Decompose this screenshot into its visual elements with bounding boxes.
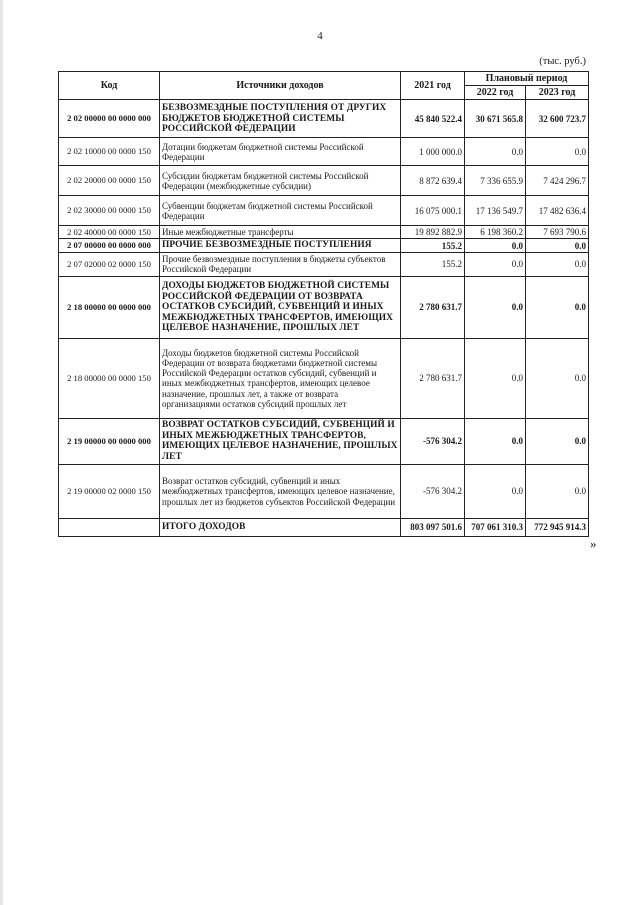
source-name-cell: Субсидии бюджетам бюджетной системы Российской Федерации (межбюджетные субсидии) bbox=[160, 166, 401, 196]
code-cell: 2 18 00000 00 0000 150 bbox=[59, 338, 160, 418]
value-2021-cell: 803 097 501.6 bbox=[401, 518, 465, 536]
value-2022-cell: 707 061 310.3 bbox=[465, 518, 526, 536]
value-2021-cell: 155.2 bbox=[401, 252, 465, 276]
value-2023-cell: 772 945 914.3 bbox=[526, 518, 589, 536]
value-2022-cell: 0.0 bbox=[465, 138, 526, 166]
value-2022-cell: 0.0 bbox=[465, 418, 526, 464]
table-row bbox=[59, 252, 589, 276]
value-2023-cell: 7 424 296.7 bbox=[526, 166, 589, 196]
value-2021-cell: 1 000 000.0 bbox=[401, 138, 465, 166]
value-2021-cell: 16 075 000.1 bbox=[401, 196, 465, 226]
code-cell: 2 02 40000 00 0000 150 bbox=[59, 226, 160, 239]
value-2022-cell: 7 336 655.9 bbox=[465, 166, 526, 196]
value-2023-cell: 0.0 bbox=[526, 464, 589, 518]
code-cell: 2 02 10000 00 0000 150 bbox=[59, 138, 160, 166]
code-cell: 2 02 00000 00 0000 000 bbox=[59, 100, 160, 138]
source-name-cell: Возврат остатков субсидий, субвенций и иных межбюджетных трансфертов, имеющих целевое назначение, прошлых лет из бюджетов субъектов Российской Федерации bbox=[160, 464, 401, 518]
header-year-2023: 2023 год bbox=[526, 86, 589, 100]
value-2023-cell: 0.0 bbox=[526, 418, 589, 464]
value-2022-cell: 0.0 bbox=[465, 276, 526, 338]
code-cell bbox=[59, 518, 160, 536]
value-2021-cell: 155.2 bbox=[401, 239, 465, 253]
table-row bbox=[59, 418, 589, 464]
value-2021-cell: 2 780 631.7 bbox=[401, 276, 465, 338]
value-2022-cell: 0.0 bbox=[465, 338, 526, 418]
revenue-table bbox=[58, 71, 589, 537]
value-2021-cell: -576 304.2 bbox=[401, 464, 465, 518]
header-year-2022: 2022 год bbox=[465, 86, 526, 100]
value-2023-cell: 0.0 bbox=[526, 252, 589, 276]
source-name-cell: Субвенции бюджетам бюджетной системы Российской Федерации bbox=[160, 196, 401, 226]
source-name-cell: ИТОГО ДОХОДОВ bbox=[160, 518, 401, 536]
header-planned-period: Плановый период bbox=[465, 72, 589, 86]
units-label: (тыс. руб.) bbox=[539, 56, 586, 67]
value-2022-cell: 30 671 565.8 bbox=[465, 100, 526, 138]
page-number: 4 bbox=[317, 30, 323, 42]
value-2022-cell: 6 198 360.2 bbox=[465, 226, 526, 239]
table-row bbox=[59, 138, 589, 166]
header-source: Источники доходов bbox=[160, 72, 401, 100]
code-cell: 2 02 20000 00 0000 150 bbox=[59, 166, 160, 196]
source-name-cell: БЕЗВОЗМЕЗДНЫЕ ПОСТУПЛЕНИЯ ОТ ДРУГИХ БЮДЖЕТОВ БЮДЖЕТНОЙ СИСТЕМЫ РОССИЙСКОЙ ФЕДЕРАЦИИ bbox=[160, 100, 401, 138]
value-2023-cell: 7 693 790.6 bbox=[526, 226, 589, 239]
code-cell: 2 02 30000 00 0000 150 bbox=[59, 196, 160, 226]
table-row bbox=[59, 100, 589, 138]
value-2023-cell: 0.0 bbox=[526, 338, 589, 418]
value-2021-cell: 2 780 631.7 bbox=[401, 338, 465, 418]
source-name-cell: ДОХОДЫ БЮДЖЕТОВ БЮДЖЕТНОЙ СИСТЕМЫ РОССИЙСКОЙ ФЕДЕРАЦИИ ОТ ВОЗВРАТА ОСТАТКОВ СУБСИДИЙ, СУБВЕНЦИЙ И ИНЫХ МЕЖБЮДЖЕТНЫХ ТРАНСФЕРТОВ, ИМЕЮЩИХ ЦЕЛЕВОЕ НАЗНАЧЕНИЕ, ПРОШЛЫХ ЛЕТ bbox=[160, 276, 401, 338]
value-2022-cell: 0.0 bbox=[465, 239, 526, 253]
value-2021-cell: -576 304.2 bbox=[401, 418, 465, 464]
value-2021-cell: 19 892 882.9 bbox=[401, 226, 465, 239]
code-cell: 2 07 00000 00 0000 000 bbox=[59, 239, 160, 253]
value-2023-cell: 0.0 bbox=[526, 239, 589, 253]
source-name-cell: ВОЗВРАТ ОСТАТКОВ СУБСИДИЙ, СУБВЕНЦИЙ И ИНЫХ МЕЖБЮДЖЕТНЫХ ТРАНСФЕРТОВ, ИМЕЮЩИХ ЦЕЛЕВОЕ НАЗНАЧЕНИЕ, ПРОШЛЫХ ЛЕТ bbox=[160, 418, 401, 464]
source-name-cell: Прочие безвозмездные поступления в бюджеты субъектов Российской Федерации bbox=[160, 252, 401, 276]
scan-edge bbox=[0, 0, 3, 905]
table-row bbox=[59, 226, 589, 239]
table-row bbox=[59, 464, 589, 518]
code-cell: 2 19 00000 02 0000 150 bbox=[59, 464, 160, 518]
header-code: Код bbox=[59, 72, 160, 100]
value-2022-cell: 17 136 549.7 bbox=[465, 196, 526, 226]
table-row bbox=[59, 166, 589, 196]
value-2021-cell: 8 872 639.4 bbox=[401, 166, 465, 196]
table-row bbox=[59, 196, 589, 226]
header-year-2021: 2021 год bbox=[401, 72, 465, 100]
value-2022-cell: 0.0 bbox=[465, 464, 526, 518]
source-name-cell: ПРОЧИЕ БЕЗВОЗМЕЗДНЫЕ ПОСТУПЛЕНИЯ bbox=[160, 239, 401, 253]
table-row bbox=[59, 338, 589, 418]
table-row bbox=[59, 518, 589, 536]
source-name-cell: Дотации бюджетам бюджетной системы Российской Федерации bbox=[160, 138, 401, 166]
code-cell: 2 18 00000 00 0000 000 bbox=[59, 276, 160, 338]
value-2023-cell: 0.0 bbox=[526, 138, 589, 166]
source-name-cell: Доходы бюджетов бюджетной системы Российской Федерации от возврата бюджетами бюджетной системы Российской Федерации остатков субсидий, субвенций и иных межбюджетных трансфертов, имеющих целевое назначение, прошлых лет, а также от возврата организациями остатков субсидий прошлых лет bbox=[160, 338, 401, 418]
code-cell: 2 19 00000 00 0000 000 bbox=[59, 418, 160, 464]
value-2022-cell: 0.0 bbox=[465, 252, 526, 276]
value-2023-cell: 17 482 636.4 bbox=[526, 196, 589, 226]
code-cell: 2 07 02000 02 0000 150 bbox=[59, 252, 160, 276]
table-row bbox=[59, 276, 589, 338]
value-2021-cell: 45 840 522.4 bbox=[401, 100, 465, 138]
value-2023-cell: 32 600 723.7 bbox=[526, 100, 589, 138]
table-row bbox=[59, 239, 589, 253]
closing-quote: » bbox=[590, 536, 597, 551]
source-name-cell: Иные межбюджетные трансферты bbox=[160, 226, 401, 239]
value-2023-cell: 0.0 bbox=[526, 276, 589, 338]
